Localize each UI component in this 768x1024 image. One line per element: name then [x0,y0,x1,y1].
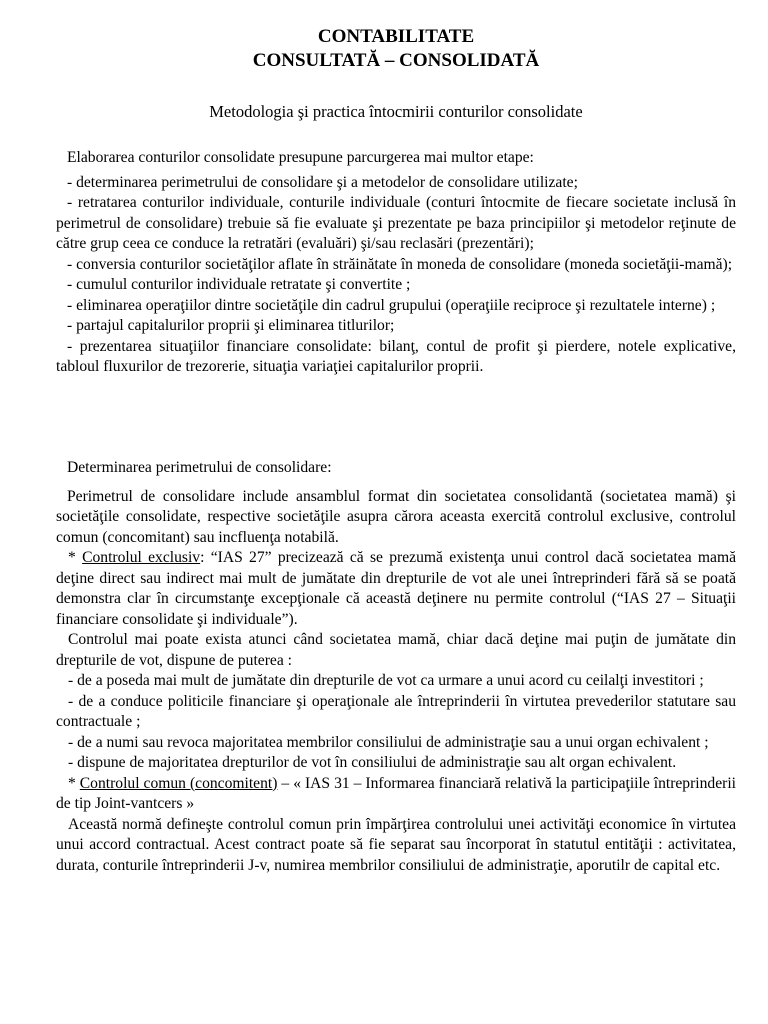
step-item: - determinarea perimetrului de consolidare şi a metodelor de consolidare utilizate; [67,173,578,191]
power-item: - de a poseda mai mult de jumătate din drepturile de vot ca urmare a unui acord cu ceilalţi investitori ; [68,672,704,689]
exclusive-control-label: Controlul exclusiv [82,549,201,566]
common-control-paragraph [56,774,736,815]
common-control-label: Controlul comun (concomitent) [79,774,278,792]
document-title-line2: CONSULTATĂ – CONSOLIDATĂ [252,50,540,71]
document-subtitle: Metodologia şi practica întocmirii conturilor consolidate [209,102,583,121]
document-title-line1: CONTABILITATE [317,26,475,47]
common-control-text: – « IAS 31 – Informarea financiară relativă la participaţiile întreprinderii de tip Joint-vantcers » [56,774,737,812]
steps-section [56,148,736,378]
step-item: - eliminarea operaţiilor dintre societăţile din cadrul grupului (operaţiile reciproce şi rezultatele interne) ; [67,296,716,314]
bullet-star: * [68,774,80,792]
power-item: - de a conduce politicile financiare şi operaţionale ale întreprinderii în virtutea prevederilor statutare sau contractuale ; [56,692,736,730]
control-paragraph: Controlul mai poate exista atunci când societatea mamă, chiar dacă deţine mai puţin de jumătate din drepturile de vot, dispune de puterea : [56,631,736,669]
perimeter-section [56,458,736,876]
perimeter-paragraph: Perimetrul de consolidare include ansamblul format din societatea consolidantă (societatea mamă) şi societăţile consolidate, respective societăţile asupra cărora aceasta exercită controlul exclusive, controlul comun (concomitant) sau incfluenţa notabilă. [56,487,736,546]
intro-paragraph: Elaborarea conturilor consolidate presupune parcurgerea mai multor etape: [67,149,534,166]
step-item: - conversia conturilor societăţilor aflate în străinătate în moneda de consolidare (moneda societăţii-mamă); [67,255,733,273]
norm-paragraph: Această normă defineşte controlul comun prin împărţirea controlului unei activităţi economice în virtutea unui accord contractual. Acest contract poate să fie separat sau încorporat în statutul entităţii : activitatea, durata, conturile întreprinderii J-v, numirea membrilor consiliului de administraţie, aporutilr de capital etc. [56,815,736,874]
bullet-star: * [68,549,83,566]
step-item: - partajul capitalurilor proprii şi eliminarea titlurilor; [67,317,395,334]
exclusive-control-text: : “IAS 27” precizează că se prezumă existenţa unui control dacă societatea mamă deţine direct sau indirect mai mult de jumătate din drepturile de vot ale unei întreprinderi fără să se poată demonstra clar în circumstanţe excepţionale că această deţinere nu permite controlul (“IAS 27 – Situaţii financiare consolidate şi individuale”). [56,549,737,628]
power-item: - dispune de majoritatea drepturilor de vot în consiliului de administraţie sau alt organ echivalent. [68,754,677,771]
power-item: - de a numi sau revoca majoritatea membrilor consiliului de administraţie sau a unui organ echivalent ; [68,733,709,751]
step-item: - prezentarea situaţiilor financiare consolidate: bilanţ, contul de profit şi pierdere, notele explicative, tabloul fluxurilor de trezorerie, situaţia variaţiei capitalurilor proprii. [56,337,736,375]
step-item: - cumulul conturilor individuale retratate şi convertite ; [67,276,411,293]
step-item: - retratarea conturilor individuale, conturile individuale (conturi întocmite de fiecare societate inclusă în perimetrul de consolidare) trebuie să fie evaluate şi prezentate pe baza principiilor şi metodelor reţinute de către grup ceea ce conduce la retratări (evaluări) şi/sau reclasări (prezentări); [56,194,736,252]
section-heading: Determinarea perimetrului de consolidare: [67,459,332,476]
exclusive-control-paragraph [56,548,736,630]
